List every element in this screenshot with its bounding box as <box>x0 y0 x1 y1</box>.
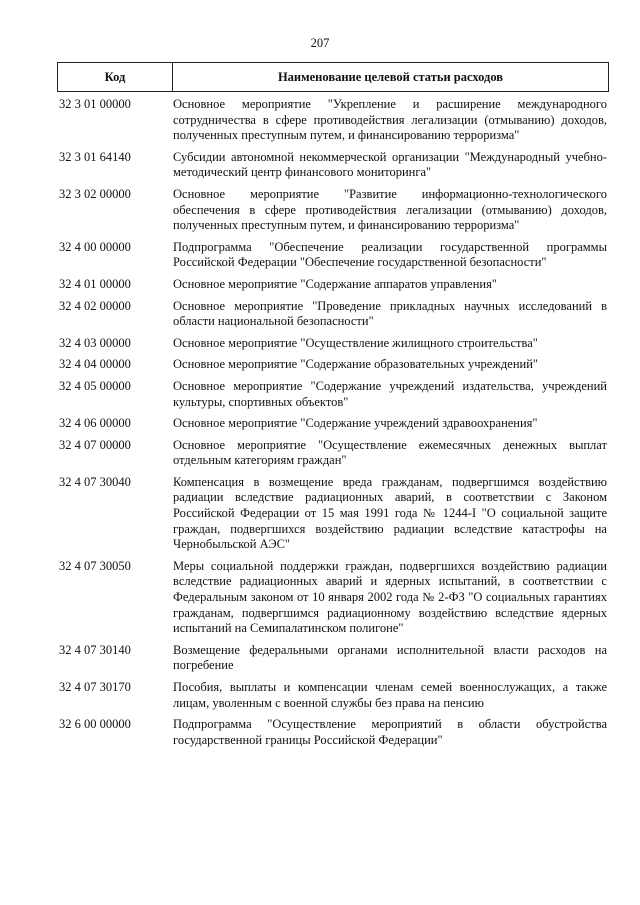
row-name: Основное мероприятие "Содержание аппаратов управления" <box>173 276 497 291</box>
table-header <box>57 62 609 92</box>
table-row <box>57 240 609 271</box>
header-name: Наименование целевой статьи расходов <box>277 69 504 84</box>
row-code: 32 4 02 00000 <box>59 298 131 313</box>
row-code: 32 3 01 64140 <box>59 149 131 164</box>
table-row <box>57 187 609 234</box>
budget-table <box>57 62 609 754</box>
row-code: 32 3 02 00000 <box>59 186 131 201</box>
row-code: 32 4 00 00000 <box>59 239 131 254</box>
row-name: Основное мероприятие "Укрепление и расширение международного сотрудничества в сфере противодействия легализации (отмыванию) доходов, полученных преступным путем, и финансированию терроризма" <box>173 97 607 143</box>
table-row <box>57 277 609 293</box>
row-code: 32 4 07 30140 <box>59 642 131 657</box>
row-code: 32 4 07 30170 <box>59 680 131 694</box>
row-code: 32 4 04 00000 <box>59 357 131 372</box>
table-row <box>57 559 609 637</box>
row-code: 32 4 03 00000 <box>59 335 131 350</box>
table-row <box>57 336 609 352</box>
row-name: Основное мероприятие "Осуществление ежемесячных денежных выплат отдельным категориям граждан" <box>173 437 607 468</box>
table-row <box>57 717 609 748</box>
row-code: 32 3 01 00000 <box>59 97 131 111</box>
row-name: Субсидии автономной некоммерческой организации "Международный учебно-методический центр финансового мониторинга" <box>173 149 607 180</box>
table-row <box>57 379 609 410</box>
row-name: Основное мероприятие "Содержание учреждений здравоохранения" <box>173 416 538 431</box>
row-code: 32 4 01 00000 <box>59 276 131 291</box>
row-code: 32 6 00 00000 <box>59 717 131 732</box>
table-row <box>57 416 609 432</box>
row-name: Основное мероприятие "Развитие информационно-технологического обеспечения в сфере противодействия легализации (отмыванию) доходов, полученных преступным путем, и финансированию терроризма" <box>173 186 607 233</box>
table-row <box>57 643 609 674</box>
row-name: Меры социальной поддержки граждан, подвергшихся воздействию радиации вследствие радиационных аварий и ядерных испытаний, в соответствии с Федеральным законом от 10 января 2002 года № 2-ФЗ "О социальных гарантиях гражданам, подвергшимся радиационному воздействию вследствие ядерных испытаний на Семипалатинском полигоне" <box>173 558 607 636</box>
table-row <box>57 475 609 553</box>
row-code: 32 4 07 30050 <box>59 558 131 573</box>
row-code: 32 4 07 00000 <box>59 437 131 452</box>
row-code: 32 4 06 00000 <box>59 416 131 431</box>
row-code: 32 4 05 00000 <box>59 378 131 393</box>
header-code: Код <box>58 63 173 91</box>
row-name: Компенсация в возмещение вреда гражданам, подвергшимся воздействию радиации вследствие радиационных аварий, в соответствии с Законом Российской Федерации от 15 мая 1991 года № 1244-I "О социальной защите граждан, подвергшихся воздействию радиации вследствие катастрофы на Чернобыльской АЭС" <box>173 474 607 552</box>
row-name: Подпрограмма "Обеспечение реализации государственной программы Российской Федерации "Обеспечение государственной безопасности" <box>173 239 607 270</box>
row-code: 32 4 07 30040 <box>59 474 131 489</box>
row-name: Пособия, выплаты и компенсации членам семей военнослужащих, а также лицам, уволенным с военной службы без права на пенсию <box>173 680 607 710</box>
row-name: Подпрограмма "Осуществление мероприятий в области обустройства государственной границы Российской Федерации" <box>173 717 607 747</box>
table-body <box>57 97 609 748</box>
row-name: Основное мероприятие "Содержание образовательных учреждений" <box>173 357 539 372</box>
row-name: Основное мероприятие "Осуществление жилищного строительства" <box>173 335 538 350</box>
table-row <box>57 97 609 144</box>
row-name: Основное мероприятие "Проведение прикладных научных исследований в области национальной безопасности" <box>173 298 607 329</box>
row-name: Возмещение федеральными органами исполнительной власти расходов на погребение <box>173 642 607 673</box>
page-number: 207 <box>310 36 330 50</box>
table-row <box>57 357 609 373</box>
row-name: Основное мероприятие "Содержание учреждений издательства, учреждений культуры, спортивных объектов" <box>173 378 607 409</box>
table-row <box>57 150 609 181</box>
table-row <box>57 438 609 469</box>
table-row <box>57 680 609 711</box>
table-row <box>57 299 609 330</box>
